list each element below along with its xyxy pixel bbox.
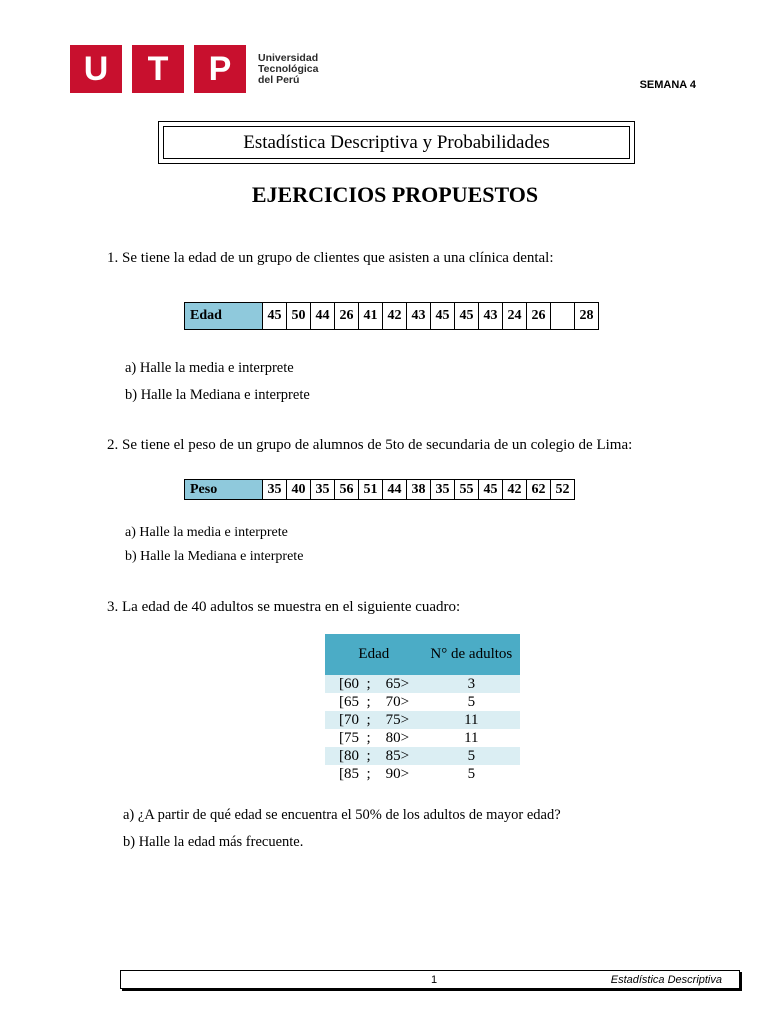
question-1-part-b: b) Halle la Mediana e interprete bbox=[125, 387, 310, 403]
table-row bbox=[325, 675, 520, 693]
peso-value-cell: 44 bbox=[383, 480, 407, 500]
edad-value-cell: 50 bbox=[287, 303, 311, 330]
edad-data-table bbox=[184, 302, 599, 330]
logo-letter-u: U bbox=[70, 45, 122, 93]
question-2-text: 2. Se tiene el peso de un grupo de alumnos de 5to de secundaria de un colegio de Lima: bbox=[107, 437, 633, 453]
logo-letter-p: P bbox=[194, 45, 246, 93]
edad-value-cell bbox=[551, 303, 575, 330]
edad-value-cell: 42 bbox=[383, 303, 407, 330]
table-row bbox=[325, 711, 520, 729]
question-3-part-b: b) Halle la edad más frecuente. bbox=[123, 834, 304, 850]
question-2-part-b: b) Halle la Mediana e interprete bbox=[125, 549, 304, 564]
edad-value-cell: 45 bbox=[455, 303, 479, 330]
question-1-text: 1. Se tiene la edad de un grupo de clientes que asisten a una clínica dental: bbox=[107, 250, 554, 266]
week-label: SEMANA 4 bbox=[639, 79, 696, 91]
peso-value-cell: 42 bbox=[503, 480, 527, 500]
peso-value-cell: 52 bbox=[551, 480, 575, 500]
edad-value-cell: 43 bbox=[407, 303, 431, 330]
page-footer bbox=[120, 970, 740, 989]
question-3-text: 3. La edad de 40 adultos se muestra en el siguiente cuadro: bbox=[107, 599, 461, 615]
table-row bbox=[325, 693, 520, 711]
edad-value-cell: 44 bbox=[311, 303, 335, 330]
edad-value-cell: 45 bbox=[431, 303, 455, 330]
peso-value-cell: 40 bbox=[287, 480, 311, 500]
peso-value-cell: 35 bbox=[311, 480, 335, 500]
interval-cell: [65 ; 70> bbox=[339, 693, 410, 710]
footer-course-name: Estadística Descriptiva bbox=[610, 974, 722, 986]
course-title: Estadística Descriptiva y Probabilidades bbox=[163, 126, 630, 159]
peso-value-cell: 55 bbox=[455, 480, 479, 500]
interval-cell: [75 ; 80> bbox=[339, 729, 410, 746]
logo-letter-t: T bbox=[132, 45, 184, 93]
edad-value-cell: 43 bbox=[479, 303, 503, 330]
table-row bbox=[325, 765, 520, 783]
table-row bbox=[325, 729, 520, 747]
page-heading: EJERCICIOS PROPUESTOS bbox=[251, 182, 539, 207]
logo-university-name: Universidad Tecnológica del Perú bbox=[258, 51, 319, 86]
question-1-part-a: a) Halle la media e interprete bbox=[125, 360, 294, 376]
question-2-part-a: a) Halle la media e interprete bbox=[125, 525, 288, 540]
course-title-box bbox=[158, 121, 635, 164]
count-cell: 11 bbox=[423, 711, 520, 729]
count-cell: 5 bbox=[467, 693, 476, 710]
peso-value-cell: 35 bbox=[431, 480, 455, 500]
interval-cell: [80 ; 85> bbox=[325, 747, 423, 765]
question-3-part-a: a) ¿A partir de qué edad se encuentra el 50% de los adultos de mayor edad? bbox=[123, 807, 561, 823]
count-cell: 5 bbox=[423, 747, 520, 765]
frequency-table-header bbox=[325, 634, 520, 675]
interval-cell: [60 ; 65> bbox=[325, 675, 423, 693]
peso-value-cell: 56 bbox=[335, 480, 359, 500]
edad-value-cell: 26 bbox=[335, 303, 359, 330]
count-cell: 11 bbox=[464, 729, 479, 746]
peso-value-cell: 38 bbox=[407, 480, 431, 500]
edad-value-cell: 24 bbox=[503, 303, 527, 330]
peso-value-cell: 35 bbox=[263, 480, 287, 500]
peso-value-cell: 51 bbox=[359, 480, 383, 500]
interval-cell: [70 ; 75> bbox=[325, 711, 423, 729]
edad-value-cell: 26 bbox=[527, 303, 551, 330]
count-cell: 3 bbox=[423, 675, 520, 693]
header-adultos: N° de adultos bbox=[423, 634, 520, 675]
peso-value-cell: 62 bbox=[527, 480, 551, 500]
peso-data-table bbox=[184, 479, 575, 500]
count-cell: 5 bbox=[467, 765, 476, 782]
edad-label-cell: Edad bbox=[185, 303, 263, 330]
header-edad: Edad bbox=[325, 634, 423, 675]
edad-value-cell: 28 bbox=[575, 303, 599, 330]
page-number: 1 bbox=[431, 974, 438, 986]
edad-value-cell: 41 bbox=[359, 303, 383, 330]
peso-value-cell: 45 bbox=[479, 480, 503, 500]
table-row bbox=[325, 747, 520, 765]
peso-label-cell: Peso bbox=[185, 480, 263, 500]
interval-cell: [85 ; 90> bbox=[339, 765, 410, 782]
utp-logo bbox=[70, 45, 318, 93]
edad-value-cell: 45 bbox=[263, 303, 287, 330]
frequency-table bbox=[325, 634, 520, 783]
